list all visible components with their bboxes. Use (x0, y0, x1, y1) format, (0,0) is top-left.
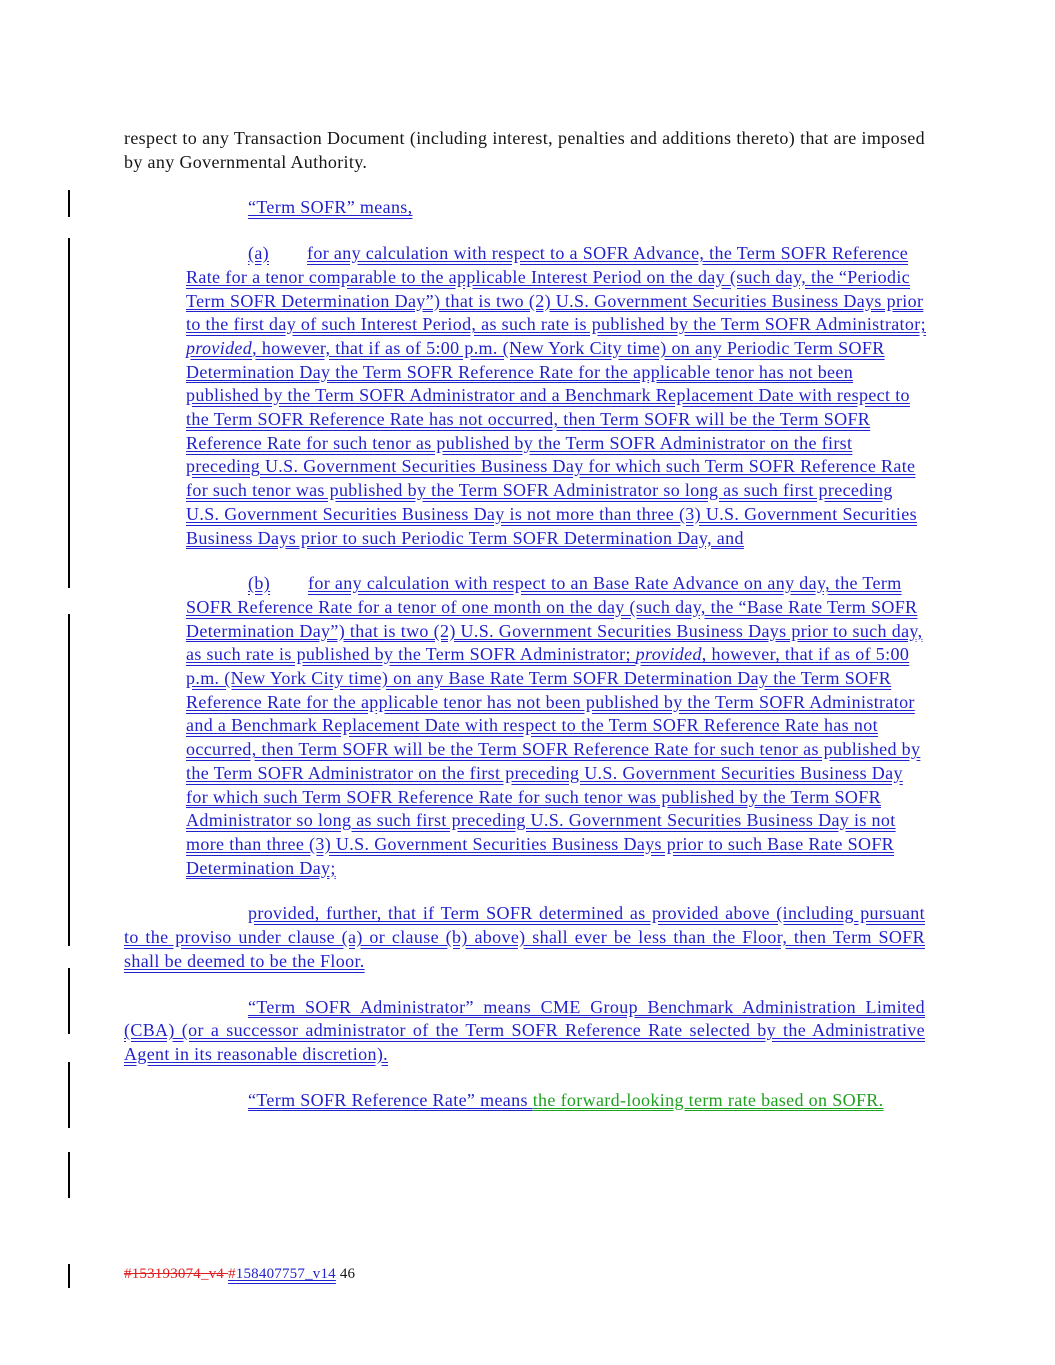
term-sofr-heading-text: “Term SOFR” means, (248, 197, 413, 218)
term-sofr-reference-rate-paragraph (124, 1089, 925, 1113)
change-bar (68, 190, 70, 217)
term-sofr-administrator-text: “Term SOFR Administrator” means CME Group Benchmark Administration Limited (CBA) (or a successor administrator of the Term SOFR Reference Rate selected by the Administrative Agent in its reasonable discretion). (124, 996, 925, 1064)
inserted-doc-id-number: 158407757_v14 (235, 1266, 336, 1282)
document-footer (124, 1264, 355, 1284)
document-body (124, 127, 925, 1112)
clause-a-text: for any calculation with respect to a SOFR Advance, the Term SOFR Reference Rate for a tenor comparable to the applicable Interest Period on the day (such day, the “Periodic Term SOFR Determination Day”) that is two (2) U.S. Government Securities Business Days prior to the first day of such Interest Period, as such rate is published by the Term SOFR Administrator; (186, 243, 926, 335)
change-bar (68, 238, 70, 588)
inserted-doc-id (228, 1266, 336, 1282)
clause-b-paragraph (186, 572, 926, 880)
change-bar (68, 1062, 70, 1128)
clause-b-text-cont: , however, that if as of 5:00 p.m. (New York City time) on any Base Rate Term SOFR Determination Day the Term SOFR Reference Rate for the applicable tenor has not been published by the Term SOFR Administrator and a Benchmark Replacement Date with respect to the Term SOFR Reference Rate has not occurred, then Term SOFR will be the Term SOFR Reference Rate for such tenor as published by the Term SOFR Administrator on the first preceding U.S. Government Securities Business Day for which such Term SOFR Reference Rate for such tenor was published by the Term SOFR Administrator so long as such first preceding U.S. Government Securities Business Day is not more than three (3) U.S. Government Securities Business Days prior to such Base Rate SOFR Determination Day; (186, 644, 921, 878)
clause-b-label: (b) (248, 573, 271, 594)
intro-paragraph (124, 127, 925, 174)
clause-a-paragraph (186, 242, 926, 550)
deleted-doc-id: #153193074_v4 (124, 1266, 229, 1282)
change-bar (68, 1264, 70, 1288)
inserted-doc-id-hash: # (228, 1266, 236, 1282)
proviso-text: provided, further, that if Term SOFR determined as provided above (including pursuant to the proviso under clause (a) or clause (b) above) shall ever be less than the Floor, then Term SOFR shall be deemed to be the Floor. (124, 903, 925, 971)
intro-text: respect to any Transaction Document (including interest, penalties and additions thereto) that are imposed by any Governmental Authority. (124, 128, 925, 172)
change-bar (68, 614, 70, 946)
proviso-paragraph (124, 902, 925, 973)
reference-rate-green-text: the forward-looking term rate based on SOFR. (532, 1089, 884, 1110)
page-number: 46 (339, 1266, 356, 1282)
clause-a-provided-italic: provided (186, 337, 253, 358)
clause-b-provided-italic: provided (635, 644, 702, 665)
term-sofr-heading (124, 196, 925, 220)
change-bar (68, 1152, 70, 1198)
change-bar (68, 968, 70, 1034)
clause-b-text: for any calculation with respect to an Base Rate Advance on any day, the Term SOFR Reference Rate for a tenor of one month on the day (such day, the “Base Rate Term SOFR Determination Day”) that is two (2) U.S. Government Securities Business Days prior to such day, as such rate is published by the Term SOFR Administrator; (186, 573, 923, 665)
clause-a-text-cont: , however, that if as of 5:00 p.m. (New York City time) on any Periodic Term SOFR Determination Day the Term SOFR Reference Rate for the applicable tenor has not been published by the Term SOFR Administrator and a Benchmark Replacement Date with respect to the Term SOFR Reference Rate has not occurred, then Term SOFR will be the Term SOFR Reference Rate for such tenor as published by the Term SOFR Administrator on the first preceding U.S. Government Securities Business Day for which such Term SOFR Reference Rate for such tenor was published by the Term SOFR Administrator so long as such first preceding U.S. Government Securities Business Day is not more than three (3) U.S. Government Securities Business Days prior to such Periodic Term SOFR Determination Day, and (186, 337, 917, 548)
clause-a-label: (a) (248, 243, 270, 264)
reference-rate-blue-text: “Term SOFR Reference Rate” means (248, 1089, 533, 1110)
term-sofr-administrator-paragraph (124, 996, 925, 1067)
